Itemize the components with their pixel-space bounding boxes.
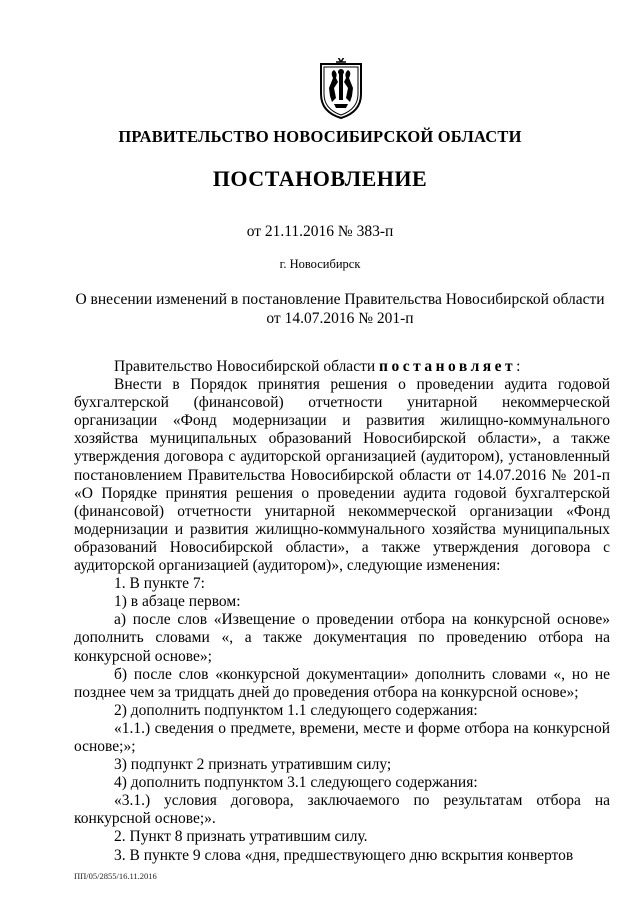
paragraph: 4) дополнить подпунктом 3.1 следующего содержания: xyxy=(114,774,478,792)
paragraph: «1.1.) сведения о предмете, времени, месте и форме отбора на конкурсной основе;»; xyxy=(74,719,610,755)
paragraph: 3. В пункте 9 слова «дня, предшествующего дню вскрытия конвертов xyxy=(114,846,574,864)
document-subject xyxy=(70,290,610,328)
intro-suffix: : xyxy=(516,358,521,375)
paragraph: а) после слов «Извещение о проведении отбора на конкурсной основе» дополнить словами «, а также документация по проведению отбора на конкурсной основе»; xyxy=(74,611,610,665)
organization-title: ПРАВИТЕЛЬСТВО НОВОСИБИРСКОЙ ОБЛАСТИ xyxy=(118,127,522,146)
paragraph: «3.1.) условия договора, заключаемого по результатам отбора на конкурсной основе;». xyxy=(74,792,610,828)
document-code-footer: ПП/05/2855/16.11.2016 xyxy=(74,871,157,881)
paragraph: 1. В пункте 7: xyxy=(114,575,205,593)
coat-of-arms-icon xyxy=(316,58,366,120)
paragraph: Внести в Порядок принятия решения о проведении аудита годовой бухгалтерской (финансовой) отчетности унитарной некоммерческой организации «Фонд модернизации и развития жилищно-коммунального хозяйства муниципальных образований Новосибирской области», а также утверждения договора с аудиторской организацией (аудитором), установленный постановлением Правительства Новосибирской области от 14.07.2016 № 201-п «О Порядке принятия решения о проведении аудита годовой бухгалтерской (финансовой) отчетности унитарной некоммерческой организации «Фонд модернизации и развития жилищно-коммунального хозяйства муниципальных образований Новосибирской области», а также утверждения договора с аудиторской организацией (аудитором)», следующие изменения: xyxy=(74,376,610,575)
paragraph: 2. Пункт 8 признать утратившим силу. xyxy=(114,828,368,846)
document-type-title: ПОСТАНОВЛЕНИЕ xyxy=(212,166,428,191)
decree-word: постановляет xyxy=(379,358,517,375)
paragraph: 1) в абзаце первом: xyxy=(114,593,241,611)
intro-prefix: Правительство Новосибирской области xyxy=(114,358,380,375)
intro-paragraph xyxy=(74,358,610,376)
subject-line-1: О внесении изменений в постановление Правительства Новосибирской области xyxy=(75,291,605,308)
paragraph: б) после слов «конкурсной документации» дополнить словами «, но не позднее чем за тридцать дней до проведения отбора на конкурсной основе»; xyxy=(74,665,610,701)
document-body xyxy=(74,358,610,865)
paragraph: 2) дополнить подпунктом 1.1 следующего содержания: xyxy=(114,701,478,719)
city-line: г. Новосибирск xyxy=(279,257,361,271)
paragraph: 3) подпункт 2 признать утратившим силу; xyxy=(114,756,392,774)
subject-line-2: от 14.07.2016 № 201-п xyxy=(266,310,414,327)
date-number-line: от 21.11.2016 № 383-п xyxy=(246,223,394,240)
